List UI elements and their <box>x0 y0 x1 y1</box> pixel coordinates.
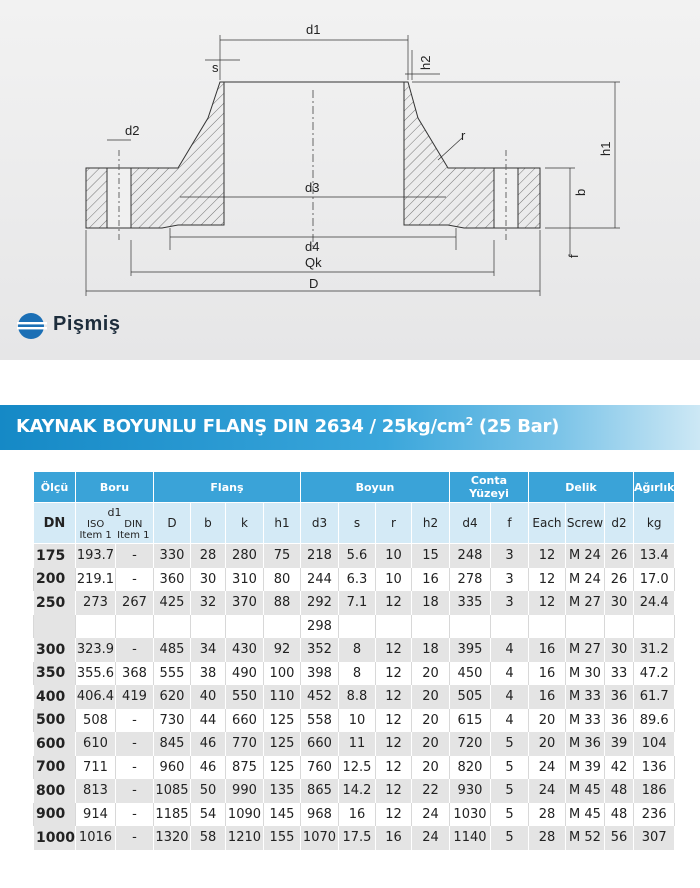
table-cell: 845 <box>153 732 190 756</box>
table-cell: 1140 <box>449 826 490 850</box>
table-cell: 16 <box>375 826 411 850</box>
table-cell: 8.8 <box>338 685 375 709</box>
title-bar <box>0 405 700 450</box>
table-cell: 1210 <box>225 826 263 850</box>
table-cell: 8 <box>338 638 375 662</box>
table-cell: 4 <box>490 638 528 662</box>
table-cell: 278 <box>449 568 490 592</box>
cell-dn: 800 <box>34 779 76 803</box>
table-cell: 38 <box>190 662 225 686</box>
table-cell: 48 <box>604 803 633 827</box>
table-row <box>34 615 675 639</box>
table-cell: 450 <box>449 662 490 686</box>
table-cell: 12 <box>375 591 411 615</box>
table-cell: 10 <box>375 568 411 592</box>
table-cell: 813 <box>75 779 115 803</box>
label-s: s <box>212 60 219 75</box>
label-d1: d1 <box>306 22 321 37</box>
table-cell: 125 <box>263 709 300 733</box>
table-cell: 298 <box>300 615 338 639</box>
table-cell: 3 <box>490 591 528 615</box>
table-cell: 125 <box>263 756 300 780</box>
table-cell: 660 <box>300 732 338 756</box>
col-d4: d4 <box>449 503 490 544</box>
table-cell: 615 <box>449 709 490 733</box>
table-cell: 48 <box>604 779 633 803</box>
label-qk: Qk <box>305 255 322 270</box>
table-cell <box>490 615 528 639</box>
col-k: k <box>225 503 263 544</box>
table-cell: 292 <box>300 591 338 615</box>
table-cell: 40 <box>190 685 225 709</box>
table-cell: 44 <box>190 709 225 733</box>
table-cell: M 39 <box>565 756 604 780</box>
cell-dn: 600 <box>34 732 76 756</box>
table-cell: - <box>115 544 153 568</box>
cell-dn: 250 <box>34 591 76 615</box>
table-cell: 12 <box>375 709 411 733</box>
table-cell: 323.9 <box>75 638 115 662</box>
table-cell: 3 <box>490 544 528 568</box>
table-cell: 54 <box>190 803 225 827</box>
col-d1: d1 ISO Item 1DIN Item 1 <box>75 503 153 544</box>
table-cell: 18 <box>411 638 449 662</box>
brand-name: Pişmiş <box>53 313 121 335</box>
table-cell: 12 <box>375 756 411 780</box>
table-cell: M 36 <box>565 732 604 756</box>
table-cell <box>449 615 490 639</box>
table-cell: 508 <box>75 709 115 733</box>
table-cell: 28 <box>190 544 225 568</box>
table-cell: 5.6 <box>338 544 375 568</box>
table-cell: 425 <box>153 591 190 615</box>
table-cell: 104 <box>633 732 674 756</box>
cell-dn: 1000 <box>34 826 76 850</box>
brand-logo <box>17 311 177 345</box>
table-cell: 12 <box>375 779 411 803</box>
cell-dn: 400 <box>34 685 76 709</box>
table-cell: 20 <box>528 732 565 756</box>
col-D: D <box>153 503 190 544</box>
table-cell: 12 <box>528 544 565 568</box>
table-cell: 620 <box>153 685 190 709</box>
table-cell <box>565 615 604 639</box>
table-cell: 5 <box>490 756 528 780</box>
table-cell: 20 <box>411 662 449 686</box>
cell-dn: 300 <box>34 638 76 662</box>
table-cell: 395 <box>449 638 490 662</box>
col-b: b <box>190 503 225 544</box>
table-cell: 490 <box>225 662 263 686</box>
col-each: Each <box>528 503 565 544</box>
table-cell: 14.2 <box>338 779 375 803</box>
table-cell: 28 <box>528 826 565 850</box>
col-iso: ISO Item 1 <box>79 518 112 541</box>
table-cell: 61.7 <box>633 685 674 709</box>
table-cell: 20 <box>528 709 565 733</box>
cell-dn <box>34 615 76 639</box>
table-cell: M 27 <box>565 638 604 662</box>
table-cell: M 52 <box>565 826 604 850</box>
table-cell: 20 <box>411 756 449 780</box>
col-d2: d2 <box>604 503 633 544</box>
table-cell: 6.3 <box>338 568 375 592</box>
table-cell: 3 <box>490 568 528 592</box>
table-cell: 12 <box>528 591 565 615</box>
table-cell: 7.1 <box>338 591 375 615</box>
table-cell: M 24 <box>565 568 604 592</box>
table-cell <box>263 615 300 639</box>
table-cell: 30 <box>604 591 633 615</box>
table-cell: 12 <box>375 732 411 756</box>
table-cell: 419 <box>115 685 153 709</box>
label-f: f <box>566 254 581 258</box>
table-cell: 820 <box>449 756 490 780</box>
table-cell: 89.6 <box>633 709 674 733</box>
table-cell: 770 <box>225 732 263 756</box>
col-h1: h1 <box>263 503 300 544</box>
label-h2: h2 <box>418 55 433 70</box>
table-cell: 330 <box>153 544 190 568</box>
table-cell: 1030 <box>449 803 490 827</box>
table-cell: 960 <box>153 756 190 780</box>
table-cell: 11 <box>338 732 375 756</box>
table-cell: M 45 <box>565 779 604 803</box>
table-cell: 30 <box>604 638 633 662</box>
table-row <box>34 591 675 615</box>
table-cell <box>411 615 449 639</box>
table-cell: 136 <box>633 756 674 780</box>
table-cell: 80 <box>263 568 300 592</box>
page-title: KAYNAK BOYUNLU FLANŞ DIN $2634 / 25kg/cm^2$ (25 Bar) <box>16 415 560 437</box>
table-cell: 505 <box>449 685 490 709</box>
table-cell: 218 <box>300 544 338 568</box>
table-cell: 1320 <box>153 826 190 850</box>
table-cell: 406.4 <box>75 685 115 709</box>
table-cell: 485 <box>153 638 190 662</box>
table-cell: 355.6 <box>75 662 115 686</box>
table-cell: 914 <box>75 803 115 827</box>
table-cell <box>190 615 225 639</box>
col-s: s <box>338 503 375 544</box>
table-cell: 610 <box>75 732 115 756</box>
table-cell: 660 <box>225 709 263 733</box>
table-cell: 32 <box>190 591 225 615</box>
table-cell: - <box>115 568 153 592</box>
table-cell: 360 <box>153 568 190 592</box>
cell-dn: 500 <box>34 709 76 733</box>
table-body <box>34 544 675 850</box>
table-cell: 46 <box>190 756 225 780</box>
table-row <box>34 568 675 592</box>
table-cell: 47.2 <box>633 662 674 686</box>
table-cell: 875 <box>225 756 263 780</box>
table-cell: M 27 <box>565 591 604 615</box>
group-olcu: Ölçü <box>34 472 76 503</box>
table-cell: 145 <box>263 803 300 827</box>
table-cell: 398 <box>300 662 338 686</box>
table-cell: 56 <box>604 826 633 850</box>
table-cell: 30 <box>190 568 225 592</box>
cell-dn: 200 <box>34 568 76 592</box>
table-row <box>34 662 675 686</box>
table-cell: 930 <box>449 779 490 803</box>
table-cell: 267 <box>115 591 153 615</box>
table-cell: 219.1 <box>75 568 115 592</box>
table-cell: 31.2 <box>633 638 674 662</box>
table-cell <box>528 615 565 639</box>
table-cell: 16 <box>528 685 565 709</box>
table-cell: 20 <box>411 732 449 756</box>
table-cell: 12 <box>528 568 565 592</box>
table-cell: 24 <box>528 779 565 803</box>
table-cell: 22 <box>411 779 449 803</box>
table-cell <box>338 615 375 639</box>
col-r: r <box>375 503 411 544</box>
flange-section-right <box>404 82 540 228</box>
table-cell: 36 <box>604 685 633 709</box>
table-cell: 24 <box>528 756 565 780</box>
cell-dn: 175 <box>34 544 76 568</box>
table-cell: 110 <box>263 685 300 709</box>
table-cell: - <box>115 732 153 756</box>
table-cell: 12 <box>375 662 411 686</box>
table-cell <box>75 615 115 639</box>
table-cell: 5 <box>490 826 528 850</box>
table-cell: 248 <box>449 544 490 568</box>
table-cell: 370 <box>225 591 263 615</box>
table-cell: 368 <box>115 662 153 686</box>
table-cell: 720 <box>449 732 490 756</box>
table-cell: 990 <box>225 779 263 803</box>
table-cell: 17.5 <box>338 826 375 850</box>
table-cell: 280 <box>225 544 263 568</box>
table-cell: 155 <box>263 826 300 850</box>
table-cell: 16 <box>528 638 565 662</box>
col-din: DIN Item 1 <box>117 518 150 541</box>
table-cell: 5 <box>490 732 528 756</box>
group-flans: Flanş <box>153 472 300 503</box>
col-d3: d3 <box>300 503 338 544</box>
col-screw: Screw <box>565 503 604 544</box>
table-cell: 4 <box>490 662 528 686</box>
label-d2: d2 <box>125 123 140 138</box>
table-cell <box>153 615 190 639</box>
table-cell: 18 <box>411 591 449 615</box>
table-row <box>34 709 675 733</box>
table-cell: 46 <box>190 732 225 756</box>
table-cell: 236 <box>633 803 674 827</box>
table-cell: 10 <box>338 709 375 733</box>
table-cell: 730 <box>153 709 190 733</box>
table-cell: 20 <box>411 685 449 709</box>
col-kg: kg <box>633 503 674 544</box>
table-cell: 273 <box>75 591 115 615</box>
table-cell: 58 <box>190 826 225 850</box>
table-cell: 16 <box>528 662 565 686</box>
table-cell: 50 <box>190 779 225 803</box>
table-row <box>34 779 675 803</box>
table-row <box>34 756 675 780</box>
group-conta: Conta Yüzeyi <box>449 472 528 503</box>
table-cell: 10 <box>375 544 411 568</box>
table-cell: 1070 <box>300 826 338 850</box>
table-cell: 555 <box>153 662 190 686</box>
table-cell: 760 <box>300 756 338 780</box>
table-cell: 34 <box>190 638 225 662</box>
label-h1: h1 <box>598 141 613 156</box>
col-h2: h2 <box>411 503 449 544</box>
cell-dn: 350 <box>34 662 76 686</box>
table-cell: 12 <box>375 638 411 662</box>
table-cell: 135 <box>263 779 300 803</box>
table-cell: 8 <box>338 662 375 686</box>
table-cell: 33 <box>604 662 633 686</box>
label-d3: d3 <box>305 180 320 195</box>
table-cell: 550 <box>225 685 263 709</box>
table-cell: 12 <box>375 685 411 709</box>
table-cell: 75 <box>263 544 300 568</box>
table-cell: 193.7 <box>75 544 115 568</box>
group-boru: Boru <box>75 472 153 503</box>
table-cell: M 24 <box>565 544 604 568</box>
table-cell: 5 <box>490 779 528 803</box>
table-row <box>34 638 675 662</box>
label-d4: d4 <box>305 239 320 254</box>
table-row <box>34 544 675 568</box>
table-row <box>34 826 675 850</box>
table-cell: - <box>115 826 153 850</box>
table-cell: 26 <box>604 544 633 568</box>
table-cell: 12 <box>375 803 411 827</box>
table-cell: 12.5 <box>338 756 375 780</box>
group-agirlik: Ağırlık <box>633 472 674 503</box>
table-cell: - <box>115 803 153 827</box>
table-cell: 42 <box>604 756 633 780</box>
table-cell: - <box>115 709 153 733</box>
brand-logo-icon <box>17 311 49 343</box>
table-cell <box>375 615 411 639</box>
table-cell: - <box>115 756 153 780</box>
label-r: r <box>461 128 466 143</box>
table-cell: 310 <box>225 568 263 592</box>
table-cell: 125 <box>263 732 300 756</box>
table-cell: 558 <box>300 709 338 733</box>
table-cell: 244 <box>300 568 338 592</box>
table-cell: 430 <box>225 638 263 662</box>
table-cell <box>633 615 674 639</box>
table-row <box>34 732 675 756</box>
table-cell: M 45 <box>565 803 604 827</box>
table-cell: 15 <box>411 544 449 568</box>
table-cell: 4 <box>490 709 528 733</box>
table-cell: 1016 <box>75 826 115 850</box>
table-cell: 16 <box>411 568 449 592</box>
table-cell: 16 <box>338 803 375 827</box>
group-boyun: Boyun <box>300 472 449 503</box>
table-cell: M 33 <box>565 685 604 709</box>
table-cell: 968 <box>300 803 338 827</box>
group-delik: Delik <box>528 472 633 503</box>
table-cell: 88 <box>263 591 300 615</box>
table-cell: 1090 <box>225 803 263 827</box>
table-cell: 28 <box>528 803 565 827</box>
table-cell: 13.4 <box>633 544 674 568</box>
table-cell: 39 <box>604 732 633 756</box>
table-row <box>34 685 675 709</box>
table-cell: 1085 <box>153 779 190 803</box>
table-cell: 92 <box>263 638 300 662</box>
table-cell: 186 <box>633 779 674 803</box>
col-f: f <box>490 503 528 544</box>
table-cell: 307 <box>633 826 674 850</box>
table-cell: 26 <box>604 568 633 592</box>
cell-dn: 700 <box>34 756 76 780</box>
table-cell: 100 <box>263 662 300 686</box>
table-cell: 865 <box>300 779 338 803</box>
table-cell: - <box>115 638 153 662</box>
label-b: b <box>573 188 588 196</box>
table-cell <box>604 615 633 639</box>
table-cell: M 33 <box>565 709 604 733</box>
table-cell: 352 <box>300 638 338 662</box>
drawing-area <box>0 0 700 360</box>
table-cell: 36 <box>604 709 633 733</box>
table-cell: 1185 <box>153 803 190 827</box>
col-dn: DN <box>34 503 76 544</box>
table-cell: 4 <box>490 685 528 709</box>
table-cell: 452 <box>300 685 338 709</box>
table-cell: - <box>115 779 153 803</box>
table-cell: 24.4 <box>633 591 674 615</box>
table-cell <box>225 615 263 639</box>
table-cell: 20 <box>411 709 449 733</box>
label-D: D <box>309 276 319 291</box>
table-cell: 24 <box>411 803 449 827</box>
table-cell: 17.0 <box>633 568 674 592</box>
flange-drawing <box>0 0 700 360</box>
cell-dn: 900 <box>34 803 76 827</box>
table-cell: 335 <box>449 591 490 615</box>
table-cell: 5 <box>490 803 528 827</box>
table-row <box>34 803 675 827</box>
table-cell: M 30 <box>565 662 604 686</box>
table-cell: 711 <box>75 756 115 780</box>
table-cell <box>115 615 153 639</box>
table-cell: 24 <box>411 826 449 850</box>
flange-table <box>33 471 675 850</box>
